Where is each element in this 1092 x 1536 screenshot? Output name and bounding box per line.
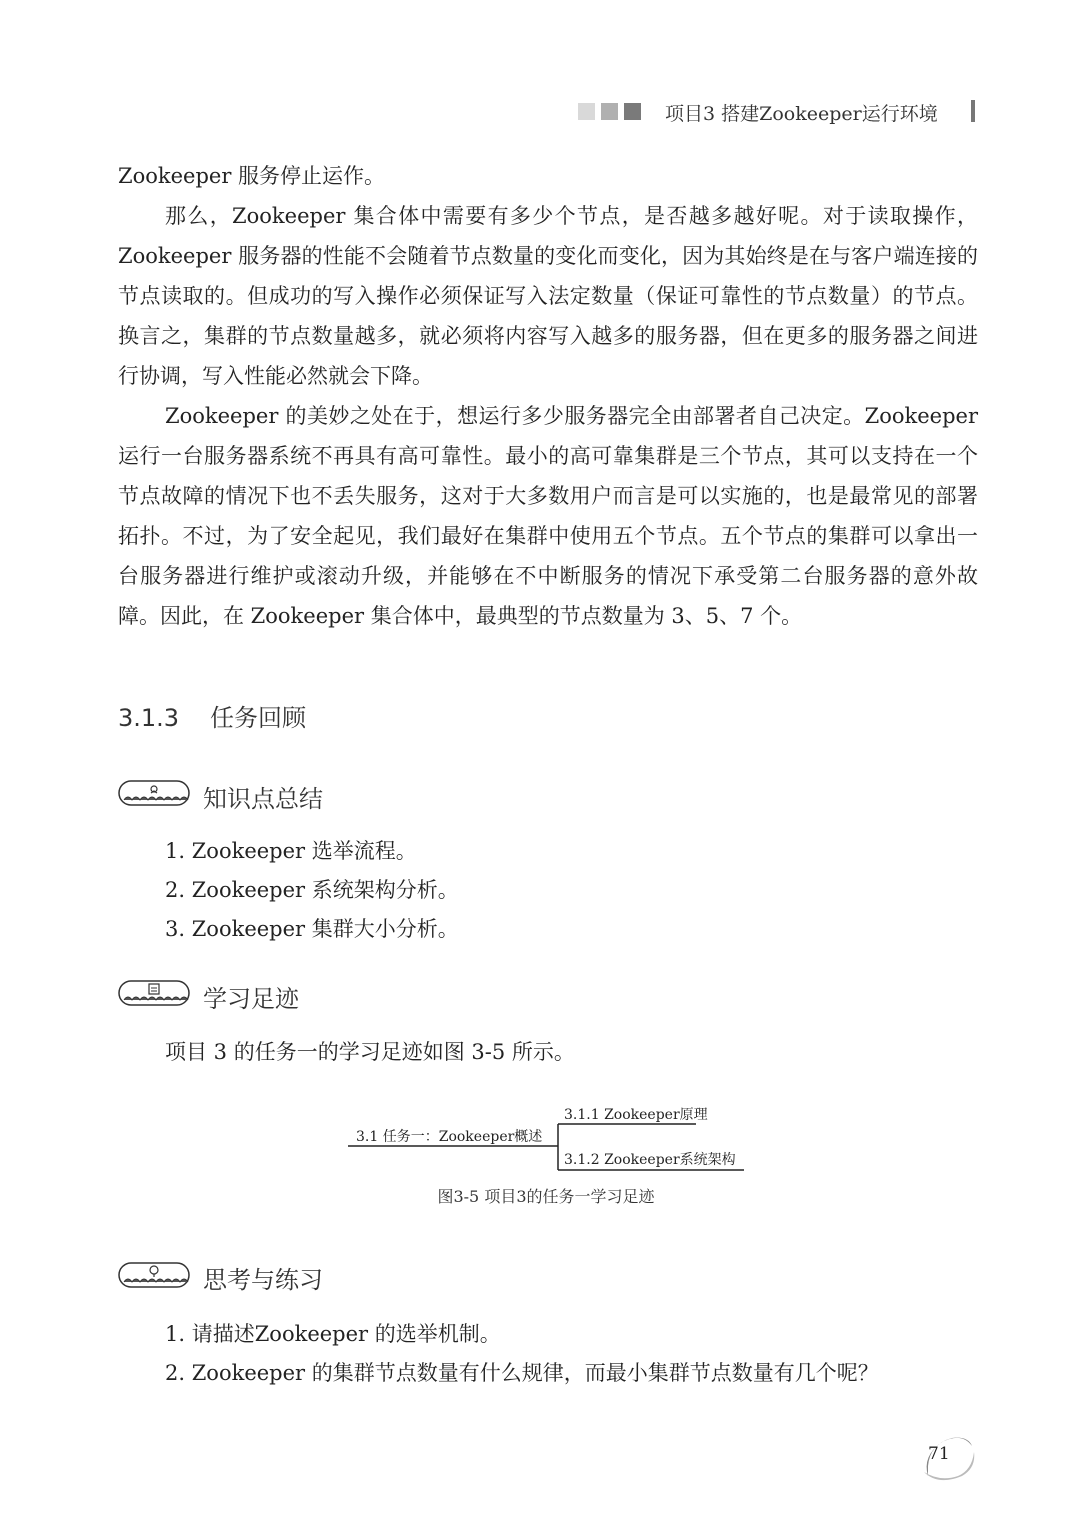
paragraph-2: 那么，Zookeeper 集合体中需要有多少个节点，是否越多越好呢。对于读取操作，Zookeeper 服务器的性能不会随着节点数量的变化而变化，因为其始终是在与客户端连接的节点读取的。但成功的写入操作必须保证写入法定数量（保证可靠性的节点数量）的节点。换言之，集群的节点数量越多，就必须将内容写入越多的服务器，但在更多的服务器之间进行协调，写入性能必然就会下降。 bbox=[118, 204, 978, 388]
list-item: 2. Zookeeper 系统架构分析。 bbox=[165, 878, 459, 902]
paragraph-1: Zookeeper 服务停止运作。 bbox=[118, 164, 386, 188]
figure-caption: 图3-5 项目3的任务一学习足迹 bbox=[437, 1187, 655, 1206]
header-decoration bbox=[578, 103, 641, 120]
practice-badge-icon bbox=[118, 1262, 190, 1288]
section-number: 3.1.3 bbox=[118, 704, 180, 732]
running-header-title: 项目3 搭建Zookeeper运行环境 bbox=[665, 103, 938, 125]
list-item: 1. 请描述Zookeeper 的选举机制。 bbox=[165, 1322, 501, 1346]
header-square-light bbox=[578, 103, 595, 120]
list-item: 3. Zookeeper 集群大小分析。 bbox=[165, 917, 459, 941]
diagram-child-node-1: 3.1.1 Zookeeper原理 bbox=[564, 1107, 708, 1123]
section-heading bbox=[118, 698, 306, 733]
knowledge-label: 知识点总结 bbox=[203, 785, 323, 813]
footprint-label: 学习足迹 bbox=[203, 985, 299, 1013]
knowledge-badge-icon bbox=[118, 780, 190, 806]
footprint-badge-icon bbox=[118, 980, 190, 1006]
header-square-mid bbox=[601, 103, 618, 120]
body-text bbox=[118, 156, 978, 636]
list-item: 2. Zookeeper 的集群节点数量有什么规律，而最小集群节点数量有几个呢？ bbox=[165, 1361, 879, 1385]
header-bar bbox=[971, 100, 975, 122]
footprint-intro: 项目 3 的任务一的学习足迹如图 3-5 所示。 bbox=[165, 1040, 575, 1064]
practice-list bbox=[165, 1315, 879, 1393]
paragraph-3: Zookeeper 的美妙之处在于，想运行多少服务器完全由部署者自己决定。Zookeeper 运行一台服务器系统不再具有高可靠性。最小的高可靠集群是三个节点，其可以支持在一个节点故障的情况下也不丢失服务，这对于大多数用户而言是可以实施的，也是最常见的部署拓扑。不过，为了安全起见，我们最好在集群中使用五个节点。五个节点的集群可以拿出一台服务器进行维护或滚动升级，并能够在不中断服务的情况下承受第二台服务器的意外故障。因此，在 Zookeeper 集合体中，最典型的节点数量为 3、5、7 个。 bbox=[118, 404, 978, 628]
diagram-root-node: 3.1 任务一：Zookeeper概述 bbox=[356, 1129, 543, 1145]
page-number: 71 bbox=[928, 1444, 950, 1464]
header-square-dark bbox=[624, 103, 641, 120]
diagram-child-node-2: 3.1.2 Zookeeper系统架构 bbox=[564, 1152, 736, 1168]
section-title: 任务回顾 bbox=[210, 704, 306, 732]
practice-label: 思考与练习 bbox=[203, 1266, 323, 1294]
list-item: 1. Zookeeper 选举流程。 bbox=[165, 839, 417, 863]
knowledge-list bbox=[165, 832, 459, 949]
footprint-diagram bbox=[346, 1098, 746, 1178]
